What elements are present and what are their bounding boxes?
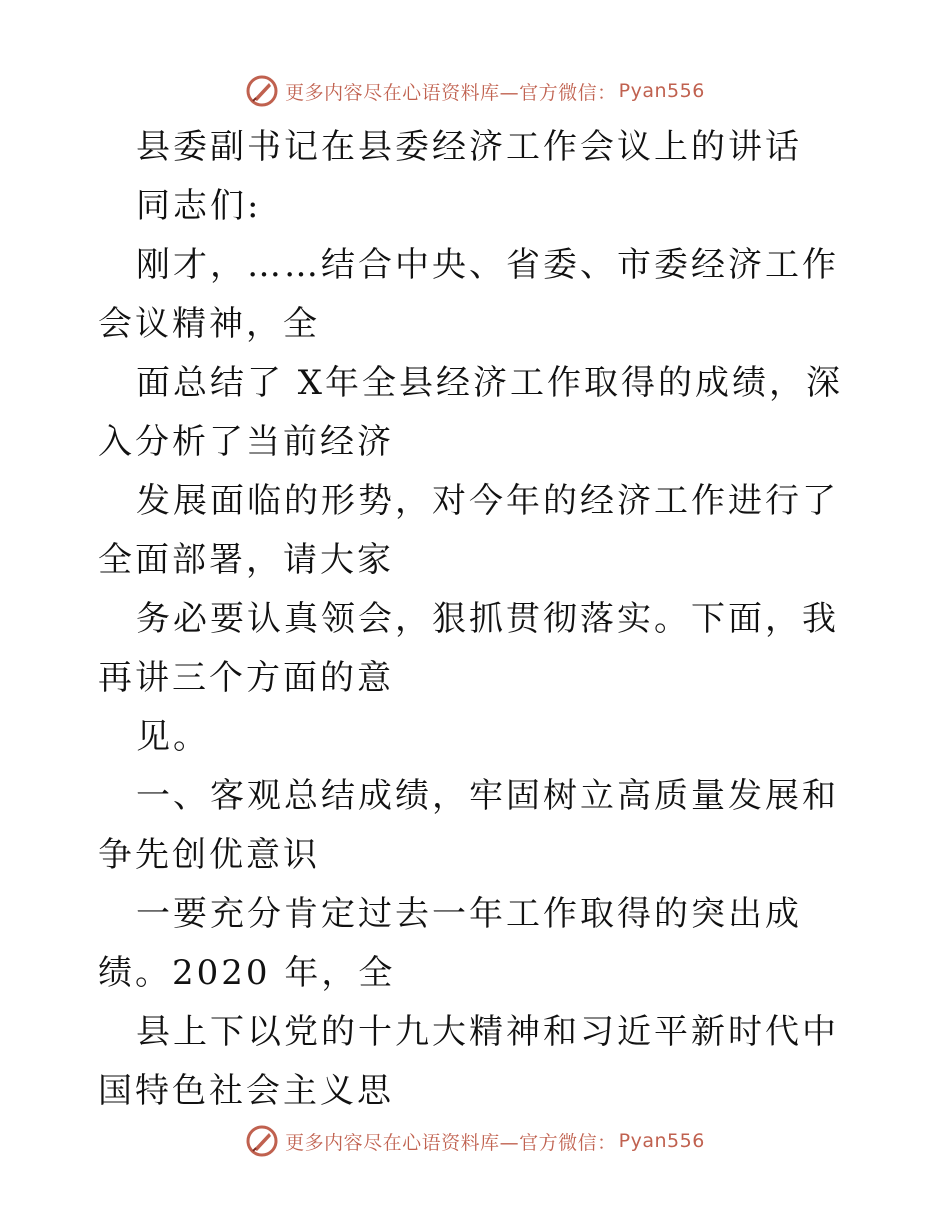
watermark-text: 更多内容尽在心语资料库—官方微信： <box>285 1131 617 1154</box>
section-heading: 一、客观总结成绩，牢固树立高质量发展和争先创优意识 <box>98 776 839 875</box>
watermark-text: 更多内容尽在心语资料库—官方微信： <box>285 81 617 104</box>
footer-watermark <box>0 1124 950 1158</box>
document-title: 县委副书记在县委经济工作会议上的讲话 <box>136 127 802 167</box>
document-body <box>98 118 868 1121</box>
watermark-wechat-id: Pyan556 <box>618 1130 705 1152</box>
header-watermark <box>0 74 950 108</box>
paragraph: 刚才，……结合中央、省委、市委经济工作会议精神，全 <box>98 245 839 344</box>
quill-logo-icon <box>245 1124 279 1158</box>
paragraph: 县上下以党的十九大精神和习近平新时代中国特色社会主义思 <box>98 1012 839 1111</box>
watermark-wechat-id: Pyan556 <box>618 80 705 102</box>
paragraph: 一要充分肯定过去一年工作取得的突出成绩。2020 年，全 <box>98 894 802 993</box>
paragraph: 见。 <box>136 717 210 757</box>
paragraph: 面总结了 X年全县经济工作取得的成绩，深入分析了当前经济 <box>98 363 844 462</box>
paragraph: 同志们: <box>136 186 262 226</box>
quill-logo-icon <box>245 74 279 108</box>
paragraph: 务必要认真领会，狠抓贯彻落实。下面，我再讲三个方面的意 <box>98 599 839 698</box>
paragraph: 发展面临的形势，对今年的经济工作进行了全面部署，请大家 <box>98 481 839 580</box>
